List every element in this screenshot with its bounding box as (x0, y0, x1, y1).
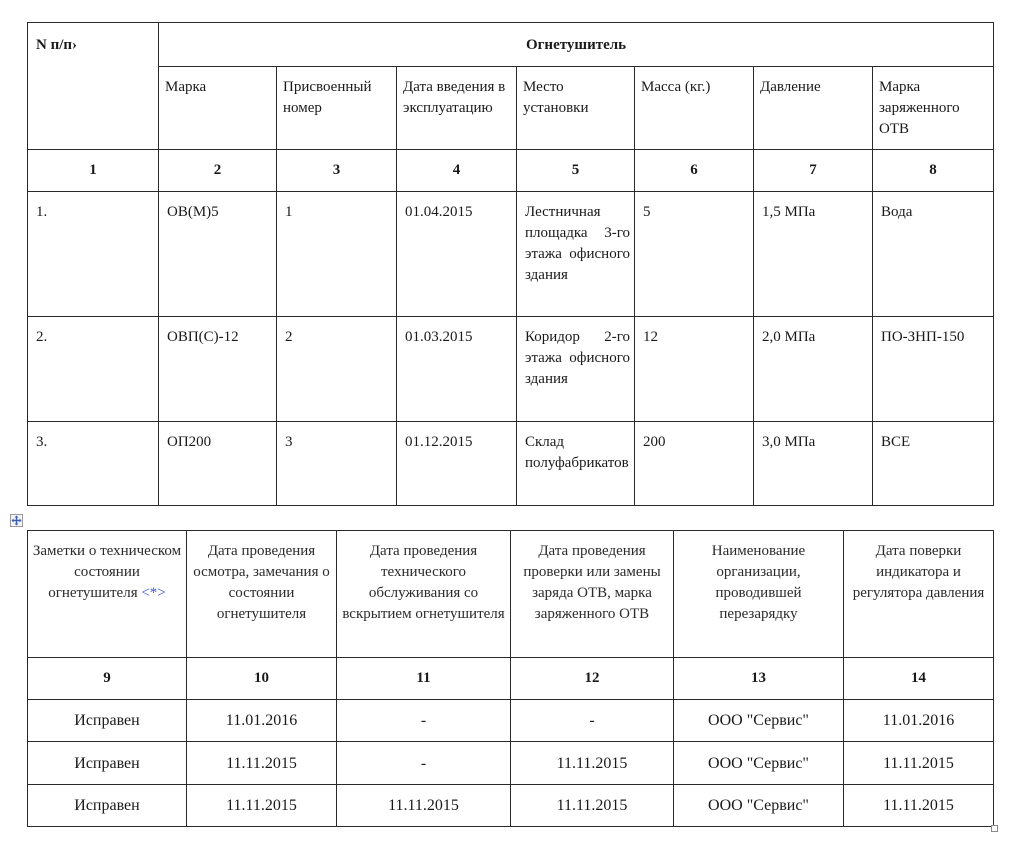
row-maintenance: - (337, 700, 511, 742)
row-mass: 5 (635, 192, 754, 317)
header-organization: Наименование организации, проводившей перезарядку (674, 531, 844, 658)
column-number: 4 (397, 150, 517, 192)
row-agent: ПО-ЗНП-150 (873, 317, 994, 422)
header-mass: Масса (кг.) (635, 67, 754, 150)
row-recharge: 11.11.2015 (511, 742, 674, 785)
row-inspection: 11.01.2016 (187, 700, 337, 742)
column-number: 6 (635, 150, 754, 192)
row-recharge: - (511, 700, 674, 742)
header-group-title: Огнетушитель (159, 23, 994, 67)
header-index (28, 23, 159, 150)
row-agent: Вода (873, 192, 994, 317)
row-number: 3 (277, 422, 397, 506)
header-number: Присвоенный номер (277, 67, 397, 150)
header-verification: Дата поверки индикатора и регулятора давления (844, 531, 994, 658)
header-state-notes-text: Заметки о техническом состоянии огнетушителя (32, 543, 182, 601)
row-verification: 11.11.2015 (844, 785, 994, 827)
column-number: 14 (844, 658, 994, 700)
table-row (28, 192, 994, 317)
row-agent: ВСЕ (873, 422, 994, 506)
footnote-link[interactable]: <*> (141, 585, 166, 601)
table-row (28, 317, 994, 422)
header-location: Место установки (517, 67, 635, 150)
header-pressure: Давление (754, 67, 873, 150)
row-verification: 11.01.2016 (844, 700, 994, 742)
column-number: 7 (754, 150, 873, 192)
row-date: 01.03.2015 (397, 317, 517, 422)
row-state: Исправен (28, 700, 187, 742)
row-location: Лестничная площадка 3-го этажа офисного здания (517, 192, 635, 317)
row-mass: 12 (635, 317, 754, 422)
column-number: 3 (277, 150, 397, 192)
index-suffix: › (72, 37, 78, 53)
header-date: Дата введения в эксплуатацию (397, 67, 517, 150)
row-date: 01.12.2015 (397, 422, 517, 506)
row-maintenance: 11.11.2015 (337, 785, 511, 827)
row-verification: 11.11.2015 (844, 742, 994, 785)
table-row (28, 742, 994, 785)
column-number: 1 (28, 150, 159, 192)
row-number: 2 (277, 317, 397, 422)
row-location: Коридор 2-го этажа офисного здания (517, 317, 635, 422)
row-location: Склад полуфабрикатов (517, 422, 635, 506)
column-number: 2 (159, 150, 277, 192)
row-pressure: 2,0 МПа (754, 317, 873, 422)
row-state: Исправен (28, 742, 187, 785)
row-inspection: 11.11.2015 (187, 785, 337, 827)
row-organization: ООО "Сервис" (674, 785, 844, 827)
column-number: 8 (873, 150, 994, 192)
row-brand: ОВ(М)5 (159, 192, 277, 317)
row-maintenance: - (337, 742, 511, 785)
header-maintenance: Дата проведения технического обслуживания со вскрытием огнетушителя (337, 531, 511, 658)
row-organization: ООО "Сервис" (674, 742, 844, 785)
row-index: 2. (28, 317, 159, 422)
extinguisher-service-table (27, 530, 994, 827)
row-brand: ОП200 (159, 422, 277, 506)
table-move-handle[interactable] (10, 514, 23, 527)
move-cross-icon (11, 515, 22, 526)
header-brand: Марка (159, 67, 277, 150)
row-inspection: 11.11.2015 (187, 742, 337, 785)
row-date: 01.04.2015 (397, 192, 517, 317)
header-recharge: Дата проведения проверки или замены заряда ОТВ, марка заряженного ОТВ (511, 531, 674, 658)
extinguisher-registry-table (27, 22, 994, 506)
column-number: 9 (28, 658, 187, 700)
header-state-notes (28, 531, 187, 658)
table-row (28, 422, 994, 506)
row-brand: ОВП(С)-12 (159, 317, 277, 422)
index-label: N п/п (36, 37, 73, 53)
column-number: 13 (674, 658, 844, 700)
row-index: 3. (28, 422, 159, 506)
column-number: 12 (511, 658, 674, 700)
table-row (28, 700, 994, 742)
header-agent: Марка заряженного ОТВ (873, 67, 994, 150)
row-index: 1. (28, 192, 159, 317)
row-pressure: 1,5 МПа (754, 192, 873, 317)
column-number: 5 (517, 150, 635, 192)
table-row (28, 785, 994, 827)
column-number: 11 (337, 658, 511, 700)
table-resize-handle[interactable] (991, 825, 998, 832)
row-recharge: 11.11.2015 (511, 785, 674, 827)
row-organization: ООО "Сервис" (674, 700, 844, 742)
row-pressure: 3,0 МПа (754, 422, 873, 506)
column-number: 10 (187, 658, 337, 700)
row-number: 1 (277, 192, 397, 317)
row-mass: 200 (635, 422, 754, 506)
header-inspection: Дата проведения осмотра, замечания о состоянии огнетушителя (187, 531, 337, 658)
row-state: Исправен (28, 785, 187, 827)
